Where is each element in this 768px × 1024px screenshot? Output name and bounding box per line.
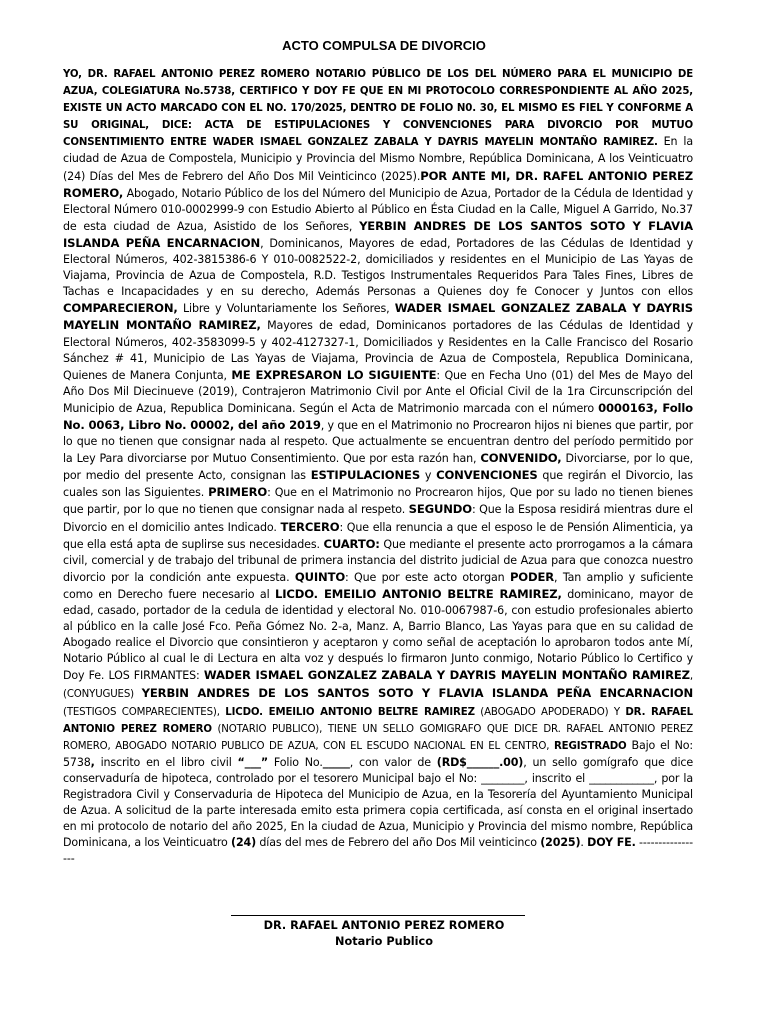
clause-quinto: QUINTO: [294, 569, 346, 584]
convenido-label: CONVENIDO,: [480, 451, 562, 466]
body-text: ,: [90, 755, 95, 769]
value-blank: (RD$______.00): [436, 755, 524, 769]
book-blank: “___”: [237, 755, 269, 769]
signers-witnesses: YERBIN ANDRES DE LOS SANTOS SOTO Y FLAVIA ISLANDA PEÑA ENCARNACION: [141, 686, 693, 701]
body-text: (TESTIGOS COMPARECIENTES),: [63, 706, 226, 718]
body-text: que regirán el Divorcio, las cuales son las Siguientes.: [63, 469, 694, 500]
body-text: dominicano, mayor de edad, casado, portador de la cedula de identidad y electoral No. 010-0067987-6, con estudio profesionales abierto al público en la calle José Fco. Peña Gómez No. 2-a, Manz. A, Barrio Blanco, Las Yayas para que en su calidad de Abogado realice el Divorcio que consintieron y aceptaron y como señal de aceptación lo aprobaron todos ante Mí, Notario Público al cual le di Lectura en alta voz y después lo firmaron Junto conmigo, Notario Público lo Certifico y Doy Fe. LOS FIRMANTES:: [63, 587, 693, 683]
signature-line: [231, 915, 525, 916]
signature-name: DR. RAFAEL ANTONIO PEREZ ROMERO: [263, 919, 505, 932]
document-body: [63, 66, 693, 868]
witnesses-names: YERBIN ANDRES DE LOS SANTOS SOTO Y FLAVIA ISLANDA PEÑA ENCARNACION: [63, 218, 693, 250]
expresaron-label: ME EXPRESARON LO SIGUIENTE: [231, 367, 437, 382]
body-text: , Dominicanos, Mayores de edad, Portadores de las Cédulas de Identidad y Electoral Números, 402-3815386-6 Y 010-0082522-2, domiciliados y residentes en el Municipio de Las Yayas de Viajama, Provincia de Azua de Compostela, R.D. Testigos Instrumentales Requeridos Para Tales Fines, Libres de Tachas e Incapacidades y en su derecho, Además Personas a Quienes doy fe Conocer y Juntos con ellos: [63, 236, 693, 299]
date-day: (24): [231, 836, 257, 850]
comparecieron-label: COMPARECIERON,: [63, 301, 178, 316]
estipulaciones-label: ESTIPULACIONES: [310, 468, 421, 483]
notary-heading: POR ANTE MI, DR. RAFEL ANTONIO PEREZ ROMERO,: [63, 168, 693, 200]
signature-title: Notario Publico: [335, 935, 433, 948]
registrado-label: REGISTRADO: [553, 740, 627, 752]
clause-segundo: SEGUNDO: [408, 502, 472, 517]
body-text: y: [420, 469, 437, 483]
body-text: Folio No.: [268, 755, 323, 769]
body-text: Abogado, Notario Público de los del Número del Municipio de Azua, Portador de la Cédula de Identidad y Electoral Número 010-0002999-9 con Estudio Abierto al Público en Ésta Ciudad en la Calle, Miguel A Garrido, No.37 de esta ciudad de Azua, Asistido de los Señores,: [63, 186, 693, 233]
poder-label: PODER: [509, 569, 555, 584]
folio-blank: _____: [322, 755, 350, 769]
body-text: Libre y Voluntariamente los Señores,: [177, 302, 395, 316]
body-text: Bajo el No: 5738: [63, 738, 693, 769]
body-text: (ABOGADO APODERADO) Y: [474, 706, 626, 718]
body-text: , (CONYUGUES): [63, 671, 693, 701]
body-text: , con valor de: [349, 755, 437, 769]
body-text: : Que ella renuncia a que el esposo le de Pensión Alimenticia, ya que ella está apta de suplirse sus necesidades.: [63, 520, 694, 551]
body-text: : Que en Fecha Uno (01) del Mes de Mayo del Año Dos Mil Diecinueve (2019), Contrajeron Matrimonio Civil por Ante el Oficial Civil de la 1ra Circunscripción del Municipio de Azua, Republica Dominicana. Según el Acta de Matrimonio marcada con el número: [63, 368, 693, 415]
body-text: : Que la Esposa residirá mientras dure el Divorcio en el domicilio antes Indicado.: [63, 503, 693, 534]
convenciones-label: CONVENCIONES: [436, 468, 538, 483]
body-text: inscrito en el libro civil: [94, 755, 238, 769]
date-year: (2025): [540, 836, 581, 850]
body-text: Mayores de edad, Dominicanos portadores de las Cédulas de Identidad y Electoral Números, 402-3583099-5 y 402-4127327-1, Domiciliados y Residentes en la Calle Francisco del Rosario Sánchez # 41, Municipio de Las Yayas de Viajama, Provincia de Azua de Compostela, Republica Dominicana, Quienes de Manera Conjunta,: [63, 319, 694, 382]
spouses-names: WADER ISMAEL GONZALEZ ZABALA Y DAYRIS MAYELIN MONTAÑO RAMIREZ,: [63, 301, 693, 333]
document-title: ACTO COMPULSA DE DIVORCIO: [282, 38, 486, 53]
clause-cuarto: CUARTO:: [323, 536, 380, 551]
body-text: Divorciarse, por lo que, por medio del presente Acto, consignan las: [63, 452, 694, 483]
body-text: , y que en el Matrimonio no Procrearon hijos ni bienes que partir, por lo que no tienen que consignar nada al respeto. Que actualmente se encuentran dentro del período permitido por la Ley Para divorciarse por Mutuo Consentimiento. Que por esta razón han,: [63, 418, 694, 466]
body-text: días del mes de Febrero del año Dos Mil veinticinco: [256, 836, 541, 850]
signers-lawyer: LICDO. EMEILIO ANTONIO BELTRE RAMIREZ: [225, 706, 475, 718]
clause-primero: PRIMERO: [208, 485, 268, 500]
body-text: .: [580, 836, 588, 850]
intro-certification: YO, DR. RAFAEL ANTONIO PEREZ ROMERO NOTARIO PÚBLICO DE LOS DEL NÚMERO PARA EL MUNICIPIO DE AZUA, COLEGIATURA No.5738, CERTIFICO Y DOY FE QUE EN MI PROTOCOLO CORRESPONDIENTE AL AÑO 2025, EXISTE UN ACTO MARCADO CON EL NO. 170/2025, DENTRO DE FOLIO N0. 30, EL MISMO ES FIEL Y CONFORME A SU ORIGINAL, DICE: ACTA DE ESTIPULACIONES Y CONVENCIONES PARA DIVORCIO POR MUTUO CONSENTIMIENTO ENTRE WADER ISMAEL GONZALEZ ZABALA Y DAYRIS MAYELIN MONTAÑO RAMIREZ.: [63, 69, 693, 149]
body-text: Que mediante el presente acto prorrogamos a la cámara civil, comercial y de trabajo del tribunal de primera instancia del distrito judicial de Azua para que conozca nuestro divorcio por la condición ante expuesta.: [63, 537, 693, 584]
doy-fe-label: DOY FE.: [587, 836, 636, 850]
body-text: En la ciudad de Azua de Compostela, Municipio y Provincia del Mismo Nombre, República Dominicana, A los Veinticuatro (24) Días del Mes de Febrero del Año Dos Mil Veinticinco (2025).: [63, 135, 693, 183]
body-text: (NOTARIO PUBLICO), TIENE UN SELLO GOMIGRAFO QUE DICE DR. RAFAEL ANTONIO PEREZ ROMERO, ABOGADO NOTARIO PUBLICO DE AZUA, CON EL ESCUDO NACIONAL EN EL CENTRO,: [63, 723, 693, 752]
body-text: -----------------: [63, 836, 693, 866]
clause-tercero: TERCERO: [280, 519, 340, 534]
lawyer-name: LICDO. EMEILIO ANTONIO BELTRE RAMIREZ,: [275, 586, 562, 601]
body-text: : Que por este acto otorgan: [345, 570, 510, 584]
marriage-record: 0000163, Follo No. 0063, Libro No. 00002, del año 2019: [63, 400, 693, 432]
body-text: : Que en el Matrimonio no Procrearon hijos, Que por su lado no tienen bienes que partir, por lo que no tienen que consignar nada al respeto.: [63, 486, 693, 517]
body-text: , Tan amplio y suficiente como en Derecho fuere necesario al: [63, 570, 694, 601]
signers-notary: DR. RAFAEL ANTONIO PEREZ ROMERO: [63, 706, 693, 735]
signers-spouses: WADER ISMAEL GONZALEZ ZABALA Y DAYRIS MAYELIN MONTAÑO RAMIREZ: [203, 668, 690, 683]
body-text: , un sello gomígrafo que dice conservaduría de hipoteca, controlado por el tesorero Municipal bajo el No: ________, inscrito el ____________, por la Registradora Civil y Conservaduria de Hipoteca del Municipio de Azua, en la Tesorería del Ayuntamiento Municipal de Azua. A solicitud de la parte interesada emito esta primera copia certificada, así consta en el original insertado en mi protocolo de notario del año 2025, En la ciudad de Azua, Municipio y Provincia del mismo nombre, República Dominicana, a los Veinticuatro: [63, 755, 693, 850]
